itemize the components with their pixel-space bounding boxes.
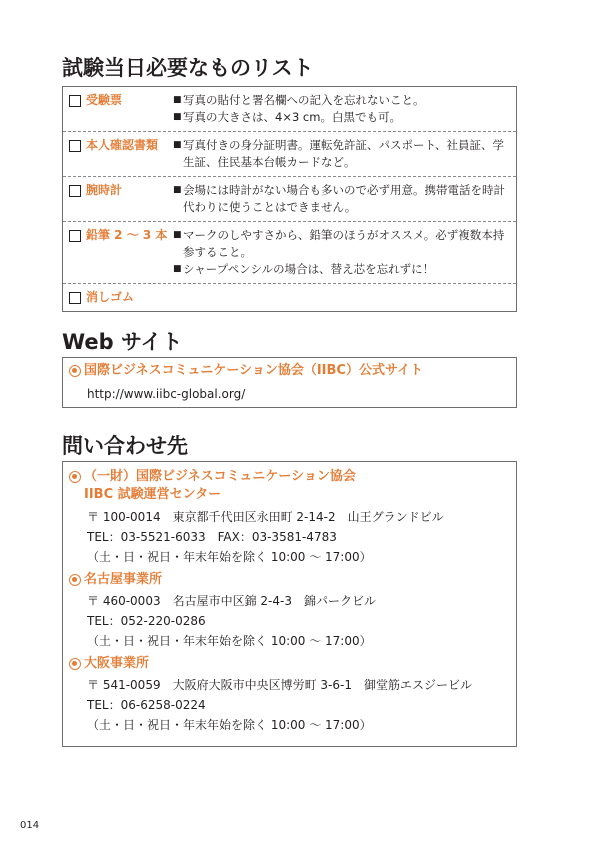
checklist-title: 試験当日必要なものリスト <box>62 56 314 80</box>
office-block <box>69 468 510 567</box>
bullet-icon: ■ <box>173 185 182 195</box>
website-name: 国際ビジネスコミュニケーション協会（IIBC）公式サイト <box>84 363 424 378</box>
office-hours: （土・日・祝日・年末年始を除く 10:00 ～ 17:00） <box>87 718 372 732</box>
checklist-note: ■ 写真付きの身分証明書。運転免許証、パスポート、社員証、学生証、住民基本台帳カードなど。 <box>173 138 504 169</box>
checklist-note: ■ 写真の貼付と署名欄への記入を忘れないこと。 <box>173 93 425 107</box>
checklist-row <box>63 222 516 284</box>
checklist-row <box>63 177 516 222</box>
office-name-sub: IIBC 試験運営センター <box>84 487 222 502</box>
checkbox[interactable] <box>69 230 81 242</box>
office-phone: TEL：03-5521-6033 FAX：03-3581-4783 <box>87 530 337 544</box>
checklist-note: ■ シャープペンシルの場合は、替え芯を忘れずに！ <box>173 262 435 276</box>
office-hours: （土・日・祝日・年末年始を除く 10:00 ～ 17:00） <box>87 550 372 564</box>
office-address: 〒 460-0003 名古屋市中区錦 2-4-3 錦パークビル <box>87 594 376 608</box>
office-address: 〒 100-0014 東京都千代田区永田町 2-14-2 山王グランドビル <box>87 510 444 524</box>
checklist-row <box>63 284 516 311</box>
checkbox[interactable] <box>69 292 81 304</box>
bullseye-icon <box>69 471 81 483</box>
bullet-icon: ■ <box>173 95 182 105</box>
office-name: （一財）国際ビジネスコミュニケーション協会 <box>84 469 356 484</box>
checklist-item-label: 本人確認書類 <box>86 138 159 152</box>
contact-box <box>62 461 517 747</box>
office-block <box>69 571 510 651</box>
website-box <box>62 357 517 408</box>
checklist-item-label: 消しゴム <box>86 290 135 304</box>
checkbox[interactable] <box>69 185 81 197</box>
office-phone: TEL：052-220-0286 <box>87 614 206 628</box>
bullet-icon: ■ <box>173 230 182 240</box>
checkbox[interactable] <box>69 140 81 152</box>
checklist-box <box>62 86 517 312</box>
checklist-row <box>63 87 516 132</box>
office-address: 〒 541-0059 大阪府大阪市中央区博労町 3-6-1 御堂筋エスジービル <box>87 678 472 692</box>
checklist-item-label: 腕時計 <box>86 183 123 197</box>
bullet-icon: ■ <box>173 140 182 150</box>
bullet-icon: ■ <box>173 264 182 274</box>
checklist-note: ■ マークのしやすさから、鉛筆のほうがオススメ。必ず複数本持参すること。 <box>173 228 505 259</box>
checklist-item-label: 鉛筆 2 ～ 3 本 <box>86 228 168 242</box>
office-hours: （土・日・祝日・年末年始を除く 10:00 ～ 17:00） <box>87 634 372 648</box>
bullet-icon: ■ <box>173 112 182 122</box>
bullseye-icon <box>69 365 81 377</box>
contact-title: 問い合わせ先 <box>62 434 188 458</box>
office-name: 大阪事業所 <box>84 656 150 671</box>
checklist-row <box>63 132 516 177</box>
office-phone: TEL：06-6258-0224 <box>87 698 206 712</box>
checklist-note: ■ 会場には時計がない場合も多いので必ず用意。携帯電話を時計代わりに使うことはできません。 <box>173 183 505 214</box>
page-number: 014 <box>20 820 40 831</box>
bullseye-icon <box>69 658 81 670</box>
website-url[interactable]: http://www.iibc-global.org/ <box>87 387 246 401</box>
office-block <box>69 655 510 735</box>
office-name: 名古屋事業所 <box>84 572 163 587</box>
checklist-item-label: 受験票 <box>86 93 123 107</box>
website-title: Web サイト <box>62 330 183 354</box>
checklist-note: ■ 写真の大きさは、4×3 cm。白黒でも可。 <box>173 110 401 124</box>
bullseye-icon <box>69 574 81 586</box>
checkbox[interactable] <box>69 95 81 107</box>
